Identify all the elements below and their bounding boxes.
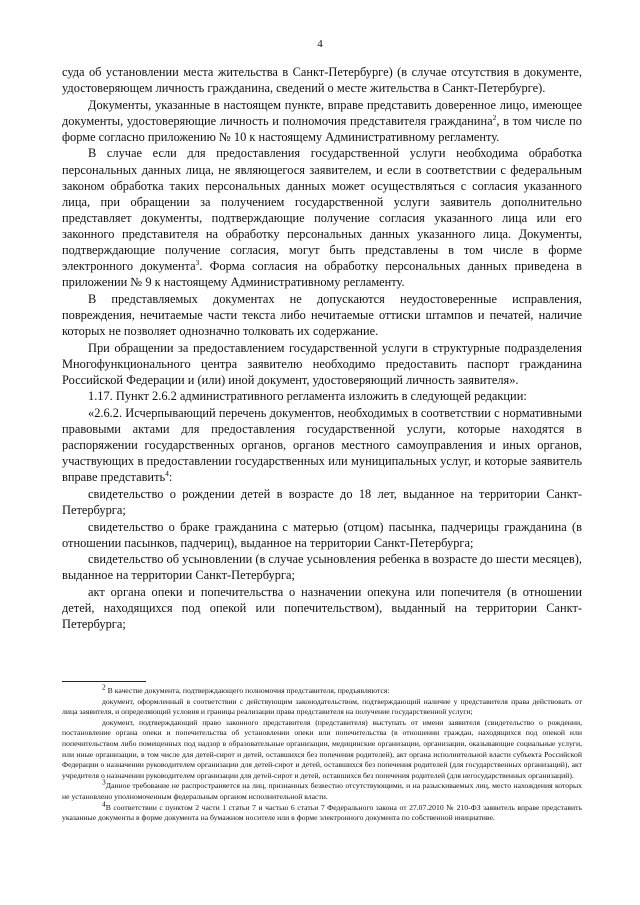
footnote-2-item-1: документ, оформленный в соответствии с действующим законодательством, подтверждающий наличие у представителя права действовать от лица заявителя, и определяющий условия и границы реализации права представителя на получение государственной услуги; [62, 696, 582, 717]
footnote-mark-2: 2 [102, 682, 106, 692]
list-item-adoption-certificate: свидетельство об усыновлении (в случае усыновления ребенка в возрасте до шести месяцев), выданное на территории Санкт-Петербурга; [62, 552, 582, 583]
paragraph-personal-data [62, 145, 582, 290]
footnote-ref-2: 2 [492, 112, 497, 122]
paragraph-text-tail: : [168, 470, 173, 485]
page-number: 4 [317, 38, 323, 50]
document-body [62, 64, 582, 633]
footnote-2-intro [62, 682, 582, 697]
paragraph-text-tail: , в том числе по форме согласно приложению № 10 к настоящему Административному регламенту. [62, 113, 582, 144]
paragraph-text: В случае если для предоставления государственной услуги необходима обработка персональных данных лица, не являющегося заявителем, и если в соответствии с федеральным законом обработка таких персональных данных может осуществляться с согласия указанного лица, при обращении за получением государственной услуги заявитель дополнительно представляет документы, подтверждающие получение согласия указанного лица или его законного представителя на обработку персональных данных указанного лица. Документы, подтверждающие получение согласия, могут быть представлены в том числе в форме электронного документа [62, 146, 582, 274]
footnote-mark-3: 3 [102, 777, 106, 787]
footnote-3 [62, 777, 582, 802]
paragraph-corrections: В представляемых документах не допускаются неудостоверенные исправления, повреждения, нечитаемые части текста либо нечитаемые оттиски штампов и печатей, наличие которых не позволяет однозначно толковать их содержание. [62, 291, 582, 338]
paragraph-text: Документы, указанные в настоящем пункте, вправе представить доверенное лицо, имеющее документы, удостоверяющие личность и полномочия представителя гражданина [62, 97, 582, 128]
footnote-text: В качестве документа, подтверждающего полномочия представителя, предъявляются: [107, 686, 390, 695]
list-item-birth-certificate: свидетельство о рождении детей в возрасте до 18 лет, выданное на территории Санкт-Петербурга; [62, 486, 582, 518]
footnote-ref-3: 3 [195, 258, 200, 267]
list-item-guardianship-act: акт органа опеки и попечительства о назначении опекуна или попечителя (в отношении детей, находящихся под опекой или попечительством), выданный на территории Санкт-Петербурга; [62, 585, 582, 632]
footnote-2-item-2: документ, подтверждающий право законного представителя (представителя) выступать от имени заявителя (свидетельство о рождении, постановление органа опеки и попечительства об установлении опеки или попечительства (в отношении граждан, находящихся под опекой или попечительством либо помещенных под надзор в образовательные организации, медицинские организации, организации, оказывающие социальные услуги, или иные организации, в том числе для детей-сирот и детей, оставшихся без попечения родителей), акт органа исполнительной власти субъекта Российской Федерации о назначении руководителем организации для детей-сирот и детей, оставшихся без попечения родителей (для государственных организаций), акт учредителя о назначении руководителем организации для детей-сирот и детей, оставшихся без попечения родителей (для негосударственных организаций). [62, 717, 582, 780]
footnote-text: Данное требование не распространяется на лиц, признанных безвестно отсутствующими, и на разыскиваемых лиц, место нахождения которых не установлено уполномоченным федеральным органом исполнительной власти. [62, 781, 582, 801]
footnote-mark-4: 4 [102, 798, 106, 808]
list-item-marriage-certificate: свидетельство о браке гражданина с матерью (отцом) пасынка, падчерицы гражданина (в отношении пасынков, падчериц), выданное на территории Санкт-Петербурга; [62, 519, 582, 550]
footnote-4 [62, 798, 582, 824]
footnotes [62, 682, 582, 824]
paragraph-clause-2-6-2 [62, 405, 582, 485]
paragraph-text-tail: . Форма согласия на обработку персональных данных приведена в приложении № 9 к настоящему Административному регламенту. [62, 259, 583, 290]
paragraph-clause-1-17: 1.17. Пункт 2.6.2 административного регламента изложить в следующей редакции: [88, 389, 527, 404]
paragraph-residence-court: суда об установлении места жительства в Санкт-Петербурге) (в случае отсутствия в документе, удостоверяющем личность гражданина, сведений о месте жительства в Санкт-Петербурге). [62, 65, 582, 96]
paragraph-proxy-documents [62, 97, 582, 145]
paragraph-text: «2.6.2. Исчерпывающий перечень документов, необходимых в соответствии с нормативными правовыми актами для предоставления государственной услуги, которые находятся в распоряжении государственных органов, органов местного самоуправления и иных органов, участвующих в предоставлении государственных или муниципальных услуг, и которые заявитель вправе представить [62, 405, 582, 485]
footnote-text: В соответствии с пунктом 2 части 1 статьи 7 и частью 6 статьи 7 Федерального закона от 27.07.2010 № 210-ФЗ заявитель вправе представить указанные документы в форме документа на бумажном носителе или в форме электронного документа по собственной инициативе. [62, 802, 582, 823]
paragraph-mfc-passport: При обращении за предоставлением государственной услуги в структурные подразделения Многофункционального центра заявителю необходимо предоставить паспорт гражданина Российской Федерации и (или) иной документ, удостоверяющий личность заявителя». [62, 340, 582, 387]
footnote-ref-4: 4 [165, 469, 169, 479]
